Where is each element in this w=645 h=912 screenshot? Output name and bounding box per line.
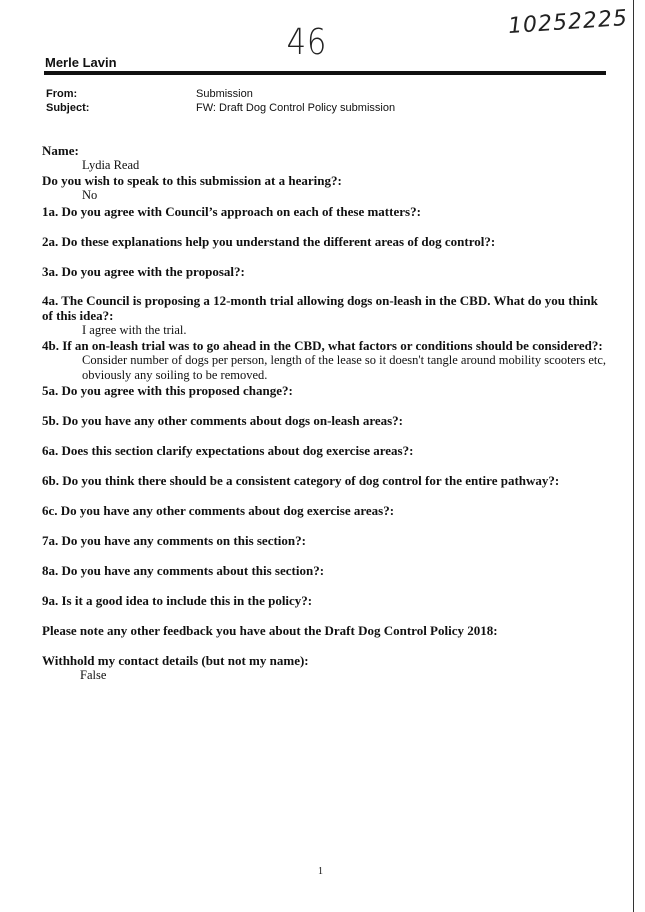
question-8a: 8a. Do you have any comments about this section?: xyxy=(42,563,325,578)
question-6b: 6b. Do you think there should be a consistent category of dog control for the entire pathway?: xyxy=(42,473,560,488)
name-value: Lydia Read xyxy=(82,158,140,172)
question-5a: 5a. Do you agree with this proposed change?: xyxy=(42,383,293,398)
question-2a: 2a. Do these explanations help you understand the different areas of dog control?: xyxy=(42,234,496,249)
question-9a: 9a. Is it a good idea to include this in the policy?: xyxy=(42,593,313,608)
hearing-question: Do you wish to speak to this submission at a hearing?: xyxy=(42,173,342,188)
from-label: From: xyxy=(46,88,78,100)
subject-value: FW: Draft Dog Control Policy submission xyxy=(196,102,396,114)
answer-4b: Consider number of dogs per person, length of the lease so it doesn't tangle around mobility scooters etc, obviously any soiling to be removed. xyxy=(82,353,607,382)
question-6c: 6c. Do you have any other comments about dog exercise areas?: xyxy=(42,503,395,518)
handwritten-reference-number: 10252225 xyxy=(507,5,629,40)
hearing-answer: No xyxy=(82,188,98,202)
withhold-question: Withhold my contact details (but not my name): xyxy=(42,653,309,668)
answer-4a: I agree with the trial. xyxy=(82,323,187,337)
name-label: Name: xyxy=(42,143,79,158)
question-4a: 4a. The Council is proposing a 12-month trial allowing dogs on-leash in the CBD. What do you think of this idea?: xyxy=(42,293,598,323)
question-1a: 1a. Do you agree with Council’s approach on each of these matters?: xyxy=(42,204,421,219)
page-number: 1 xyxy=(318,866,323,877)
feedback-question: Please note any other feedback you have about the Draft Dog Control Policy 2018: xyxy=(42,623,498,638)
header-divider xyxy=(44,71,606,75)
withhold-answer: False xyxy=(80,668,107,682)
question-4b: 4b. If an on-leash trial was to go ahead in the CBD, what factors or conditions should be considered?: xyxy=(42,338,603,353)
question-5b: 5b. Do you have any other comments about dogs on-leash areas?: xyxy=(42,413,404,428)
question-7a: 7a. Do you have any comments on this section?: xyxy=(42,533,306,548)
scan-edge-line xyxy=(633,0,634,912)
from-value: Submission xyxy=(196,88,253,100)
handwritten-page-number: 46 xyxy=(286,22,328,63)
question-3a: 3a. Do you agree with the proposal?: xyxy=(42,264,245,279)
sender-name: Merle Lavin xyxy=(45,55,117,70)
question-6a: 6a. Does this section clarify expectations about dog exercise areas?: xyxy=(42,443,414,458)
subject-label: Subject: xyxy=(46,102,90,114)
